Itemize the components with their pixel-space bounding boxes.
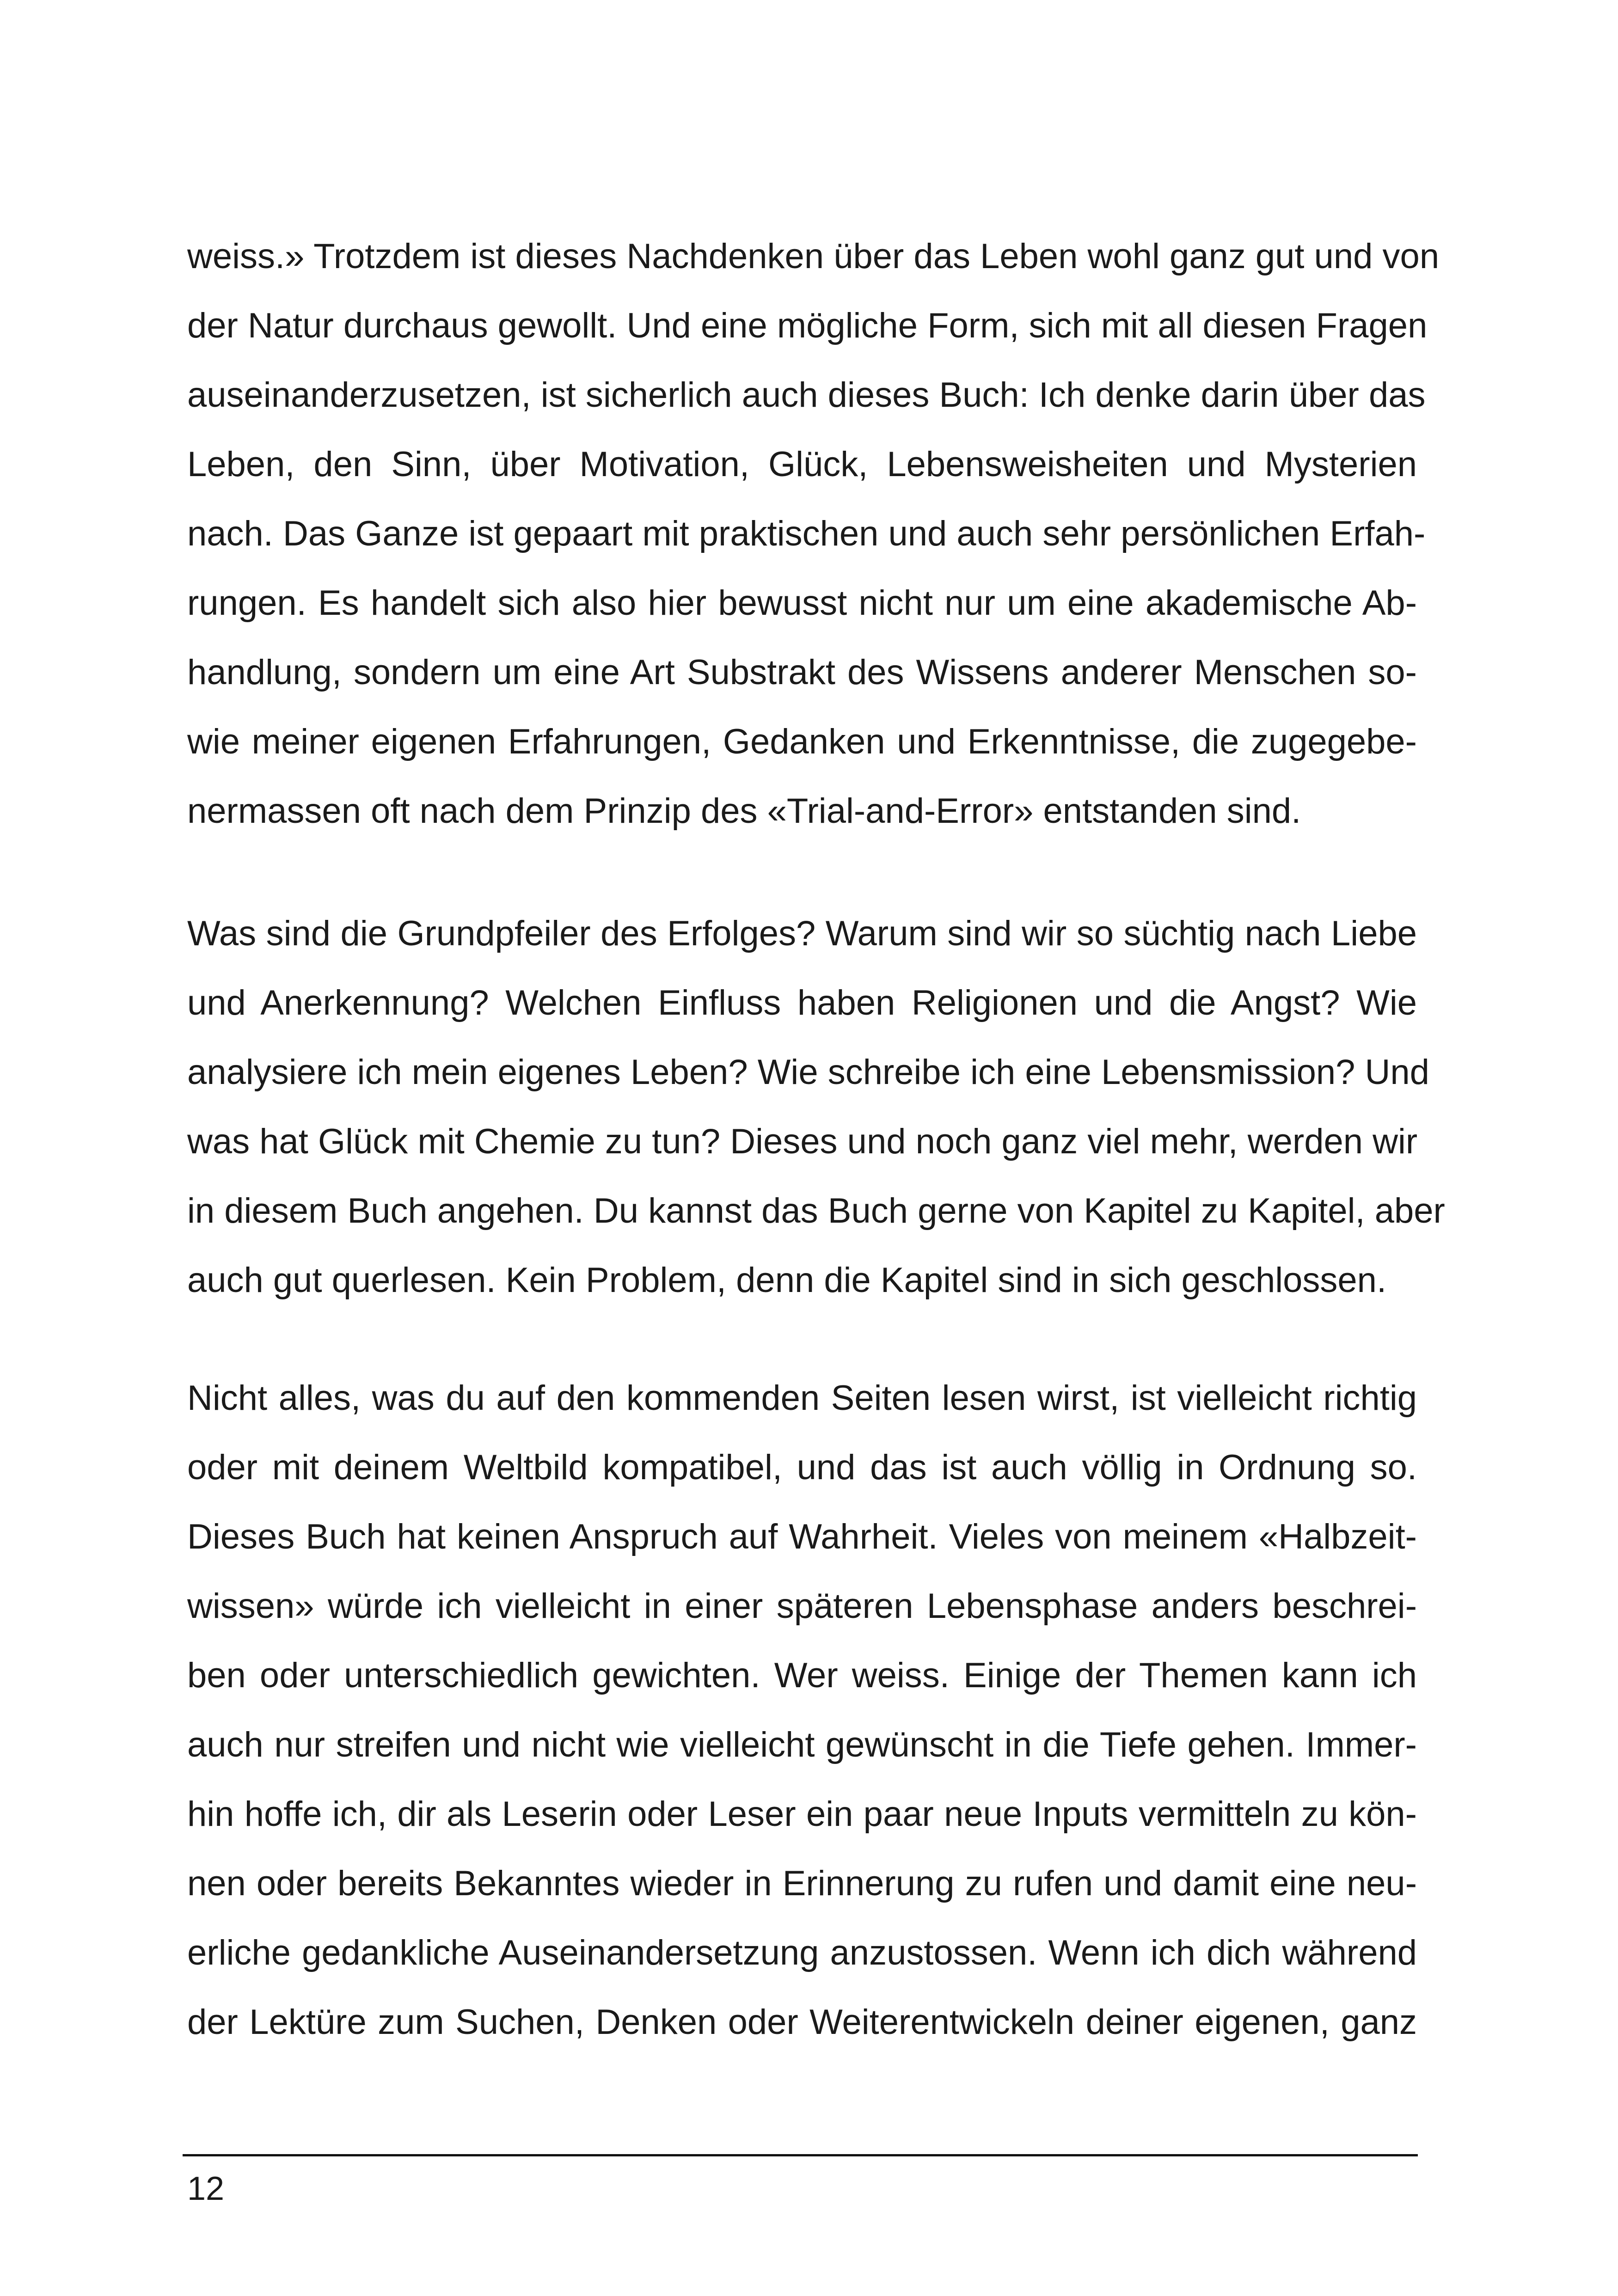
- text-line: was hat Glück mit Chemie zu tun? Dieses und noch ganz viel mehr, werden wir: [187, 1122, 1418, 1161]
- text-line: erliche gedankliche Auseinandersetzung anzustossen. Wenn ich dich während: [187, 1933, 1417, 1972]
- footer-divider: [183, 2154, 1418, 2156]
- text-line: handlung, sondern um eine Art Substrakt des Wissens anderer Menschen so-: [187, 653, 1417, 692]
- text-line: und Anerkennung? Welchen Einfluss haben Religionen und die Angst? Wie: [187, 983, 1417, 1022]
- text-line: oder mit deinem Weltbild kompatibel, und das ist auch völlig in Ordnung so.: [187, 1448, 1417, 1487]
- page-number: 12: [187, 2170, 225, 2207]
- text-line: der Lektüre zum Suchen, Denken oder Weiterentwickeln deiner eigenen, ganz: [187, 2002, 1417, 2042]
- text-line: rungen. Es handelt sich also hier bewusst nicht nur um eine akademische Ab-: [187, 583, 1417, 623]
- text-line: wissen» würde ich vielleicht in einer späteren Lebensphase anders beschrei-: [187, 1586, 1417, 1626]
- text-line: Nicht alles, was du auf den kommenden Seiten lesen wirst, ist vielleicht richtig: [187, 1378, 1417, 1418]
- text-line: Leben, den Sinn, über Motivation, Glück, Lebensweisheiten und Mysterien: [187, 445, 1417, 484]
- text-line: ben oder unterschiedlich gewichten. Wer weiss. Einige der Themen kann ich: [187, 1656, 1417, 1695]
- text-line: Was sind die Grundpfeiler des Erfolges? Warum sind wir so süchtig nach Liebe: [187, 914, 1417, 953]
- paragraph-2: [187, 899, 1445, 1315]
- text-line: analysiere ich mein eigenes Leben? Wie schreibe ich eine Lebensmission? Und: [187, 1053, 1429, 1092]
- text-line: nen oder bereits Bekanntes wieder in Erinnerung zu rufen und damit eine neu-: [187, 1864, 1417, 1903]
- text-line: hin hoffe ich, dir als Leserin oder Leser ein paar neue Inputs vermitteln zu kön-: [187, 1794, 1417, 1834]
- text-line: auch nur streifen und nicht wie vielleicht gewünscht in die Tiefe gehen. Immer-: [187, 1725, 1417, 1764]
- text-line: auseinanderzusetzen, ist sicherlich auch dieses Buch: Ich denke darin über das: [187, 375, 1426, 415]
- text-line: der Natur durchaus gewollt. Und eine mögliche Form, sich mit all diesen Fragen: [187, 306, 1428, 345]
- text-line: wie meiner eigenen Erfahrungen, Gedanken und Erkenntnisse, die zugegebe-: [187, 722, 1417, 761]
- text-line: auch gut querlesen. Kein Problem, denn die Kapitel sind in sich geschlossen.: [187, 1261, 1387, 1300]
- text-line: in diesem Buch angehen. Du kannst das Buch gerne von Kapitel zu Kapitel, aber: [187, 1191, 1445, 1231]
- text-line: Dieses Buch hat keinen Anspruch auf Wahrheit. Vieles von meinem «Halbzeit-: [187, 1517, 1417, 1556]
- paragraph-3: [187, 1364, 1417, 2057]
- text-line: nermassen oft nach dem Prinzip des «Trial-and-Error» entstanden sind.: [187, 791, 1301, 831]
- text-line: weiss.» Trotzdem ist dieses Nachdenken über das Leben wohl ganz gut und von: [187, 237, 1440, 276]
- text-line: nach. Das Ganze ist gepaart mit praktischen und auch sehr persönlichen Erfah-: [187, 514, 1426, 553]
- paragraph-1: [187, 222, 1440, 846]
